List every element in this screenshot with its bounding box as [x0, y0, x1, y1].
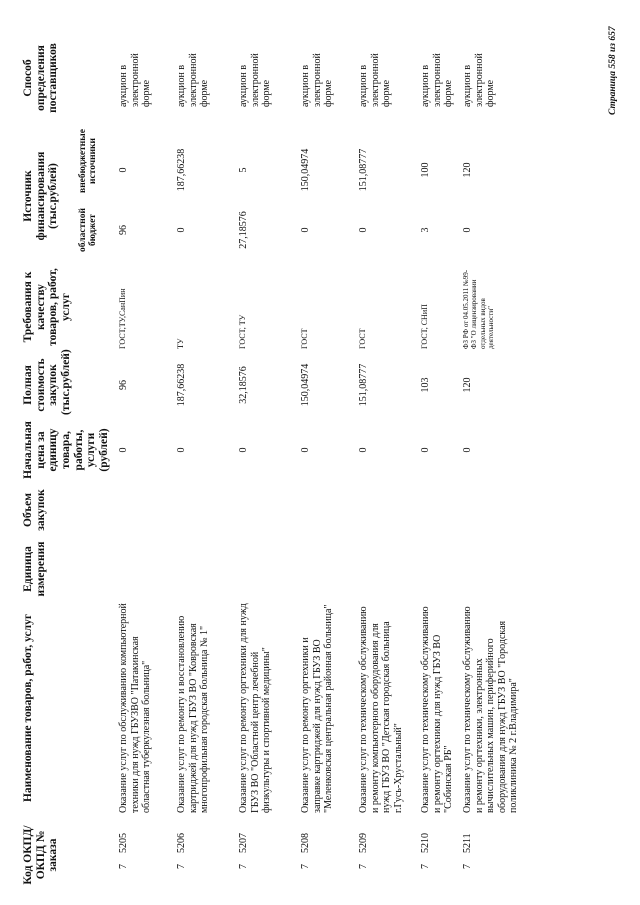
header-funding-regional: областной бюджет	[78, 208, 99, 252]
row-extra-budget: 0	[118, 167, 129, 173]
header-name: Наименование товаров, работ, услуг	[22, 613, 34, 803]
row-method: аукцион в электронной форме	[176, 53, 210, 107]
row-order-number: 5206	[176, 833, 187, 853]
row-extra-budget: 187,66238	[176, 148, 187, 192]
row-requirements: ТУ	[176, 338, 185, 349]
row-regional-budget: 96	[118, 225, 129, 235]
row-regional-budget: 3	[420, 227, 431, 233]
row-name: Оказание услуг по техническому обслуживанию и ремонту компьютерного оборудования для нужд ГБУЗ ВО "Детская городская больница г.Гусь-Хрустальный"	[358, 606, 404, 813]
row-total: 151,08777	[358, 363, 369, 407]
row-name: Оказание услуг по ремонту и восстановлению картриджей для нужд ГБУЗ ВО "Ковровская многопрофильная городская больница № 1"	[176, 615, 210, 813]
row-name: Оказание услуг по техническому обслуживанию и ремонту оргтехники для нужд ГБУЗ ВО "Собинская РБ"	[420, 606, 454, 813]
row-price: 0	[420, 447, 431, 453]
row-regional-budget: 0	[300, 227, 311, 233]
row-order-number: 5209	[358, 833, 369, 853]
row-name: Оказание услуг по техническому обслуживанию и ремонту оргтехники, электронных вычислительных машин, периферийного оборудования для нужд ГБУЗ ВО "Городская поликлиника № 2 г.Владимира"	[462, 606, 519, 813]
row-extra-budget: 120	[462, 162, 473, 178]
row-code: 7	[238, 864, 249, 869]
row-price: 0	[118, 447, 129, 453]
row-price: 0	[300, 447, 311, 453]
row-price: 0	[238, 447, 249, 453]
row-method: аукцион в электронной форме	[462, 53, 496, 107]
row-order-number: 5211	[462, 833, 473, 853]
row-price: 0	[358, 447, 369, 453]
row-requirements: ФЗ РФ от 04.05.2011 №99-ФЗ "О лицензировании отдельных видов деятельности"	[462, 269, 496, 349]
header-unit: Единица измерения	[22, 541, 47, 597]
row-extra-budget: 100	[420, 162, 431, 178]
row-price: 0	[176, 447, 187, 453]
row-method: аукцион в электронной форме	[420, 53, 454, 107]
row-total: 96	[118, 380, 129, 390]
row-method: аукцион в электронной форме	[118, 53, 152, 107]
header-method: Способ определения поставщиков	[22, 43, 60, 113]
row-order-number: 5210	[420, 833, 431, 853]
row-code: 7	[420, 864, 431, 869]
header-requirements: Требования к качеству товаров, работ, услуг	[22, 268, 72, 346]
row-extra-budget: 5	[238, 167, 249, 173]
header-total: Полная стоимость закупок (тыс.рублей)	[22, 349, 72, 415]
row-requirements: ГОСТ,ТУ,СанПин	[118, 288, 127, 349]
row-code: 7	[118, 864, 129, 869]
row-name: Оказание услуг по обслуживанию компьютерной техники для нужд ГБУЗВО "Патакинская областная туберкулезная больница"	[118, 603, 152, 813]
row-method: аукцион в электронной форме	[358, 53, 392, 107]
row-requirements: ГОСТ, ТУ	[238, 314, 247, 349]
header-price: Начальная цена за единицу товара, работы, услуги (рублей)	[22, 421, 110, 479]
row-extra-budget: 150,04974	[300, 148, 311, 192]
row-order-number: 5205	[118, 833, 129, 853]
row-extra-budget: 151,08777	[358, 148, 369, 192]
row-requirements: ГОСТ	[300, 328, 309, 349]
row-regional-budget: 0	[176, 227, 187, 233]
row-name: Оказание услуг по ремонту оргтехники и заправке картриджей для нужд ГБУЗ ВО "Меленковская центральная районная больница"	[300, 604, 334, 813]
row-name: Оказание услуг по ремонту оргтехники для нужд ГБУЗ ВО "Областной центр лечебной физкультуры и спортивной медицины"	[238, 603, 272, 813]
row-code: 7	[462, 864, 473, 869]
row-total: 120	[462, 377, 473, 393]
header-funding: Источник финансирования (тыс.рублей)	[22, 151, 60, 241]
row-total: 103	[420, 377, 431, 393]
row-method: аукцион в электронной форме	[238, 53, 272, 107]
row-method: аукцион в электронной форме	[300, 53, 334, 107]
row-code: 7	[300, 864, 311, 869]
row-requirements: ГОСТ, СНиП	[420, 304, 429, 349]
page-footer: Страница 558 из 657	[608, 26, 618, 115]
row-regional-budget: 0	[462, 227, 473, 233]
row-regional-budget: 27,18576	[238, 211, 249, 249]
header-code: Код ОКПД/ ОКПД № заказа	[22, 825, 60, 885]
row-code: 7	[176, 864, 187, 869]
row-code: 7	[358, 864, 369, 869]
row-order-number: 5207	[238, 833, 249, 853]
row-order-number: 5208	[300, 833, 311, 853]
row-total: 187,66238	[176, 363, 187, 407]
row-regional-budget: 0	[358, 227, 369, 233]
header-funding-extra: внебюджетные источники	[78, 129, 99, 193]
header-volume: Объем закупок	[22, 489, 47, 531]
row-total: 150,04974	[300, 363, 311, 407]
row-price: 0	[462, 447, 473, 453]
row-total: 32,18576	[238, 366, 249, 404]
row-requirements: ГОСТ	[358, 328, 367, 349]
